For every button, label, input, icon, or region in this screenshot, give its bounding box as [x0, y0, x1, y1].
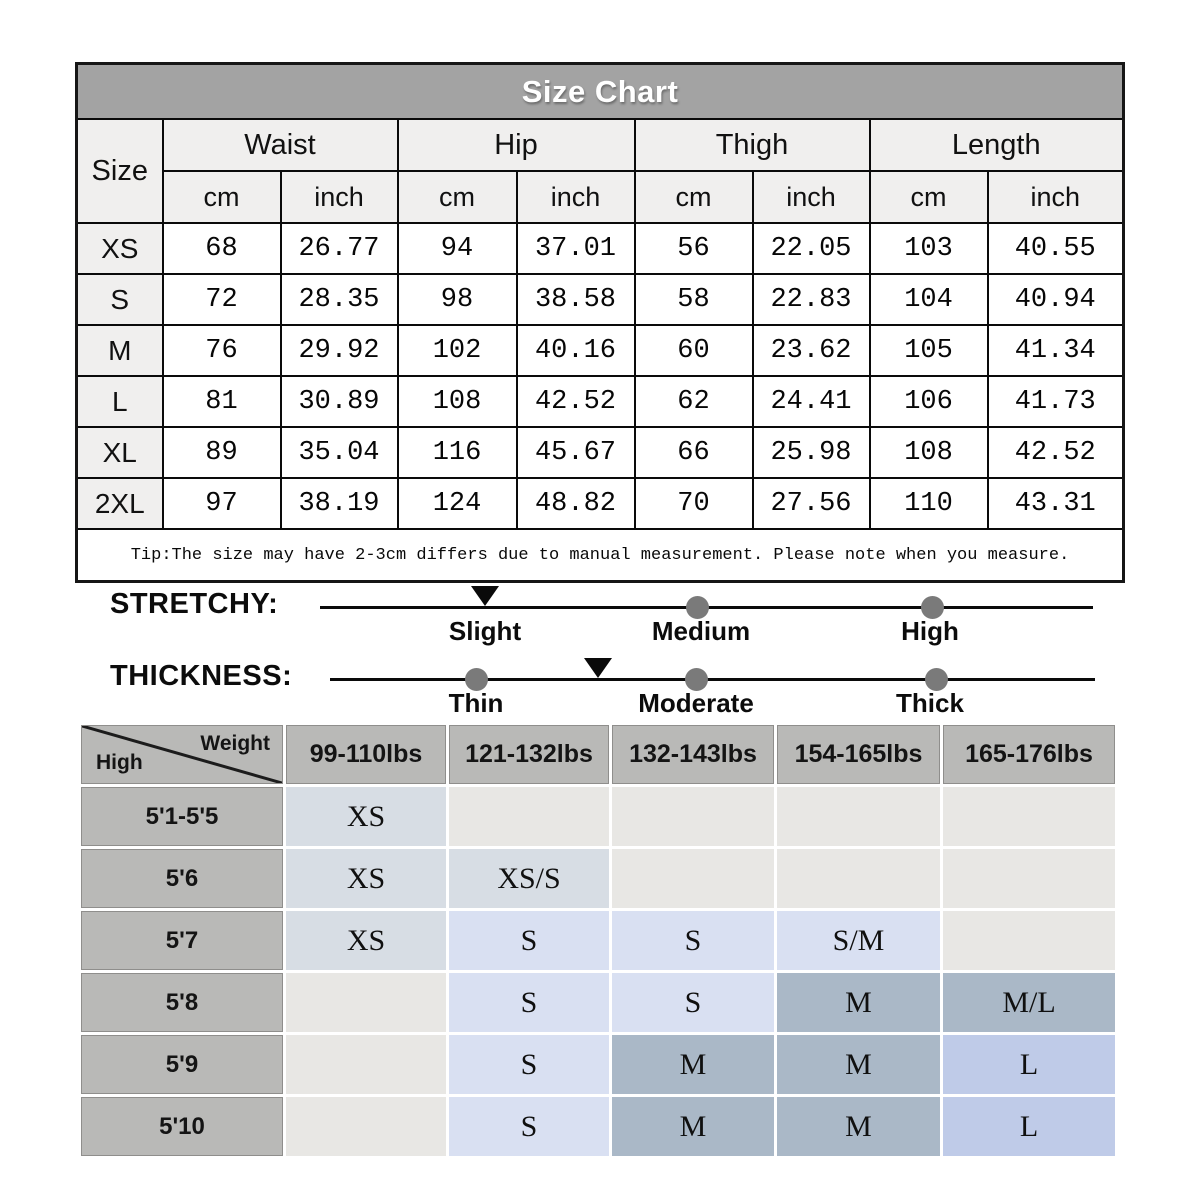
- thickness-option-thick: Thick: [896, 688, 964, 718]
- size-row: [77, 325, 1124, 376]
- size-chart-table: [75, 62, 1125, 583]
- tip-note: Tip:The size may have 2-3cm differs due to manual measurement. Please note when you measure.: [77, 529, 1124, 582]
- measurement-value: 104: [870, 274, 988, 325]
- fit-row: [81, 911, 1115, 970]
- measurement-value: 106: [870, 376, 988, 427]
- empty-fit-cell: [777, 849, 940, 908]
- unit-inch-header: inch: [281, 171, 398, 223]
- empty-fit-cell: [943, 911, 1115, 970]
- measurement-value: 66: [635, 427, 753, 478]
- measurement-value: 42.52: [988, 427, 1124, 478]
- size-label: XL: [77, 427, 163, 478]
- measurement-value: 108: [398, 376, 517, 427]
- fit-row: [81, 787, 1115, 846]
- size-label: L: [77, 376, 163, 427]
- size-chart-title: Size Chart: [77, 64, 1124, 120]
- unit-cm-header: cm: [870, 171, 988, 223]
- unit-cm-header: cm: [635, 171, 753, 223]
- height-row-header: 5'9: [81, 1035, 283, 1094]
- size-row: [77, 274, 1124, 325]
- measurement-value: 110: [870, 478, 988, 529]
- size-recommendation-cell: S: [612, 973, 774, 1032]
- size-label: XS: [77, 223, 163, 274]
- measurement-value: 40.55: [988, 223, 1124, 274]
- size-recommendation-cell: XS: [286, 911, 446, 970]
- measurement-value: 42.52: [517, 376, 635, 427]
- weight-column-header: 154-165lbs: [777, 725, 940, 784]
- empty-fit-cell: [777, 787, 940, 846]
- height-row-header: 5'7: [81, 911, 283, 970]
- height-row-header: 5'6: [81, 849, 283, 908]
- thickness-indicator-triangle-icon: [584, 658, 612, 678]
- measurement-value: 41.34: [988, 325, 1124, 376]
- weight-column-header: 165-176lbs: [943, 725, 1115, 784]
- size-recommendation-cell: XS: [286, 787, 446, 846]
- size-recommendation-cell: XS/S: [449, 849, 609, 908]
- thickness-option-moderate: Moderate: [638, 688, 754, 718]
- measurement-value: 62: [635, 376, 753, 427]
- measurement-value: 124: [398, 478, 517, 529]
- size-recommendation-cell: M: [612, 1035, 774, 1094]
- measurement-value: 108: [870, 427, 988, 478]
- stretchy-indicator-triangle-icon: [471, 586, 499, 606]
- fit-row: [81, 973, 1115, 1032]
- unit-inch-header: inch: [753, 171, 870, 223]
- stretchy-scale-label: STRETCHY:: [110, 588, 279, 620]
- measurement-value: 70: [635, 478, 753, 529]
- height-weight-table: [78, 722, 1118, 1159]
- measurement-value: 68: [163, 223, 281, 274]
- size-recommendation-cell: XS: [286, 849, 446, 908]
- waist-header: Waist: [163, 119, 398, 171]
- measurement-value: 41.73: [988, 376, 1124, 427]
- high-corner-label: High: [96, 751, 143, 774]
- size-label: M: [77, 325, 163, 376]
- tip-row: [77, 529, 1124, 582]
- measurement-value: 38.58: [517, 274, 635, 325]
- measurement-value: 29.92: [281, 325, 398, 376]
- size-recommendation-cell: L: [943, 1097, 1115, 1156]
- measurement-value: 45.67: [517, 427, 635, 478]
- unit-inch-header: inch: [988, 171, 1124, 223]
- measurement-value: 97: [163, 478, 281, 529]
- empty-fit-cell: [612, 849, 774, 908]
- hip-header: Hip: [398, 119, 635, 171]
- measurement-value: 38.19: [281, 478, 398, 529]
- measurement-value: 94: [398, 223, 517, 274]
- length-header: Length: [870, 119, 1124, 171]
- size-recommendation-cell: M: [612, 1097, 774, 1156]
- measurement-value: 35.04: [281, 427, 398, 478]
- size-label: 2XL: [77, 478, 163, 529]
- thigh-header: Thigh: [635, 119, 870, 171]
- measurement-value: 28.35: [281, 274, 398, 325]
- measurement-value: 105: [870, 325, 988, 376]
- size-recommendation-cell: S: [612, 911, 774, 970]
- measurement-value: 60: [635, 325, 753, 376]
- empty-fit-cell: [612, 787, 774, 846]
- measurement-value: 27.56: [753, 478, 870, 529]
- size-recommendation-cell: M: [777, 973, 940, 1032]
- height-row-header: 5'8: [81, 973, 283, 1032]
- stretchy-option-medium: Medium: [651, 616, 751, 646]
- size-recommendation-cell: S: [449, 973, 609, 1032]
- empty-fit-cell: [943, 787, 1115, 846]
- fit-row: [81, 1035, 1115, 1094]
- measurement-value: 72: [163, 274, 281, 325]
- measurement-value: 56: [635, 223, 753, 274]
- measurement-value: 89: [163, 427, 281, 478]
- empty-fit-cell: [943, 849, 1115, 908]
- measurement-value: 48.82: [517, 478, 635, 529]
- measurement-value: 22.83: [753, 274, 870, 325]
- measurement-value: 76: [163, 325, 281, 376]
- measurement-value: 26.77: [281, 223, 398, 274]
- size-recommendation-cell: M: [777, 1097, 940, 1156]
- size-row: [77, 376, 1124, 427]
- weight-column-header: 121-132lbs: [449, 725, 609, 784]
- size-row: [77, 478, 1124, 529]
- weight-corner-label: Weight: [200, 732, 270, 755]
- size-recommendation-cell: S: [449, 911, 609, 970]
- size-chart-title-row: [77, 64, 1124, 120]
- high-weight-corner-cell: [81, 725, 283, 784]
- size-recommendation-cell: M/L: [943, 973, 1115, 1032]
- fit-row: [81, 849, 1115, 908]
- size-recommendation-cell: M: [777, 1035, 940, 1094]
- empty-fit-cell: [449, 787, 609, 846]
- measurement-value: 102: [398, 325, 517, 376]
- measurement-value: 58: [635, 274, 753, 325]
- empty-fit-cell: [286, 973, 446, 1032]
- unit-inch-header: inch: [517, 171, 635, 223]
- unit-cm-header: cm: [398, 171, 517, 223]
- size-label: S: [77, 274, 163, 325]
- measurement-value: 40.16: [517, 325, 635, 376]
- thickness-option-thin: Thin: [448, 688, 504, 718]
- thickness-scale-line: [330, 678, 1095, 681]
- measurement-value: 81: [163, 376, 281, 427]
- size-recommendation-cell: S: [449, 1035, 609, 1094]
- stretchy-option-slight: Slight: [448, 616, 522, 646]
- height-row-header: 5'10: [81, 1097, 283, 1156]
- measurement-value: 22.05: [753, 223, 870, 274]
- size-recommendation-cell: L: [943, 1035, 1115, 1094]
- measurement-value: 98: [398, 274, 517, 325]
- size-row: [77, 427, 1124, 478]
- empty-fit-cell: [286, 1035, 446, 1094]
- size-column-header: Size: [77, 119, 163, 223]
- measurement-value: 40.94: [988, 274, 1124, 325]
- measurement-value: 116: [398, 427, 517, 478]
- size-recommendation-cell: S/M: [777, 911, 940, 970]
- measurement-value: 25.98: [753, 427, 870, 478]
- empty-fit-cell: [286, 1097, 446, 1156]
- measure-header-row: [77, 119, 1124, 171]
- unit-header-row: [77, 171, 1124, 223]
- measurement-value: 103: [870, 223, 988, 274]
- fit-row: [81, 1097, 1115, 1156]
- height-row-header: 5'1-5'5: [81, 787, 283, 846]
- size-recommendation-cell: S: [449, 1097, 609, 1156]
- measurement-value: 23.62: [753, 325, 870, 376]
- measurement-value: 30.89: [281, 376, 398, 427]
- size-row: [77, 223, 1124, 274]
- measurement-value: 43.31: [988, 478, 1124, 529]
- weight-header-row: [81, 725, 1115, 784]
- weight-column-header: 99-110lbs: [286, 725, 446, 784]
- unit-cm-header: cm: [163, 171, 281, 223]
- measurement-value: 24.41: [753, 376, 870, 427]
- thickness-scale-label: THICKNESS:: [110, 660, 293, 692]
- stretchy-option-high: High: [901, 616, 959, 646]
- weight-column-header: 132-143lbs: [612, 725, 774, 784]
- measurement-value: 37.01: [517, 223, 635, 274]
